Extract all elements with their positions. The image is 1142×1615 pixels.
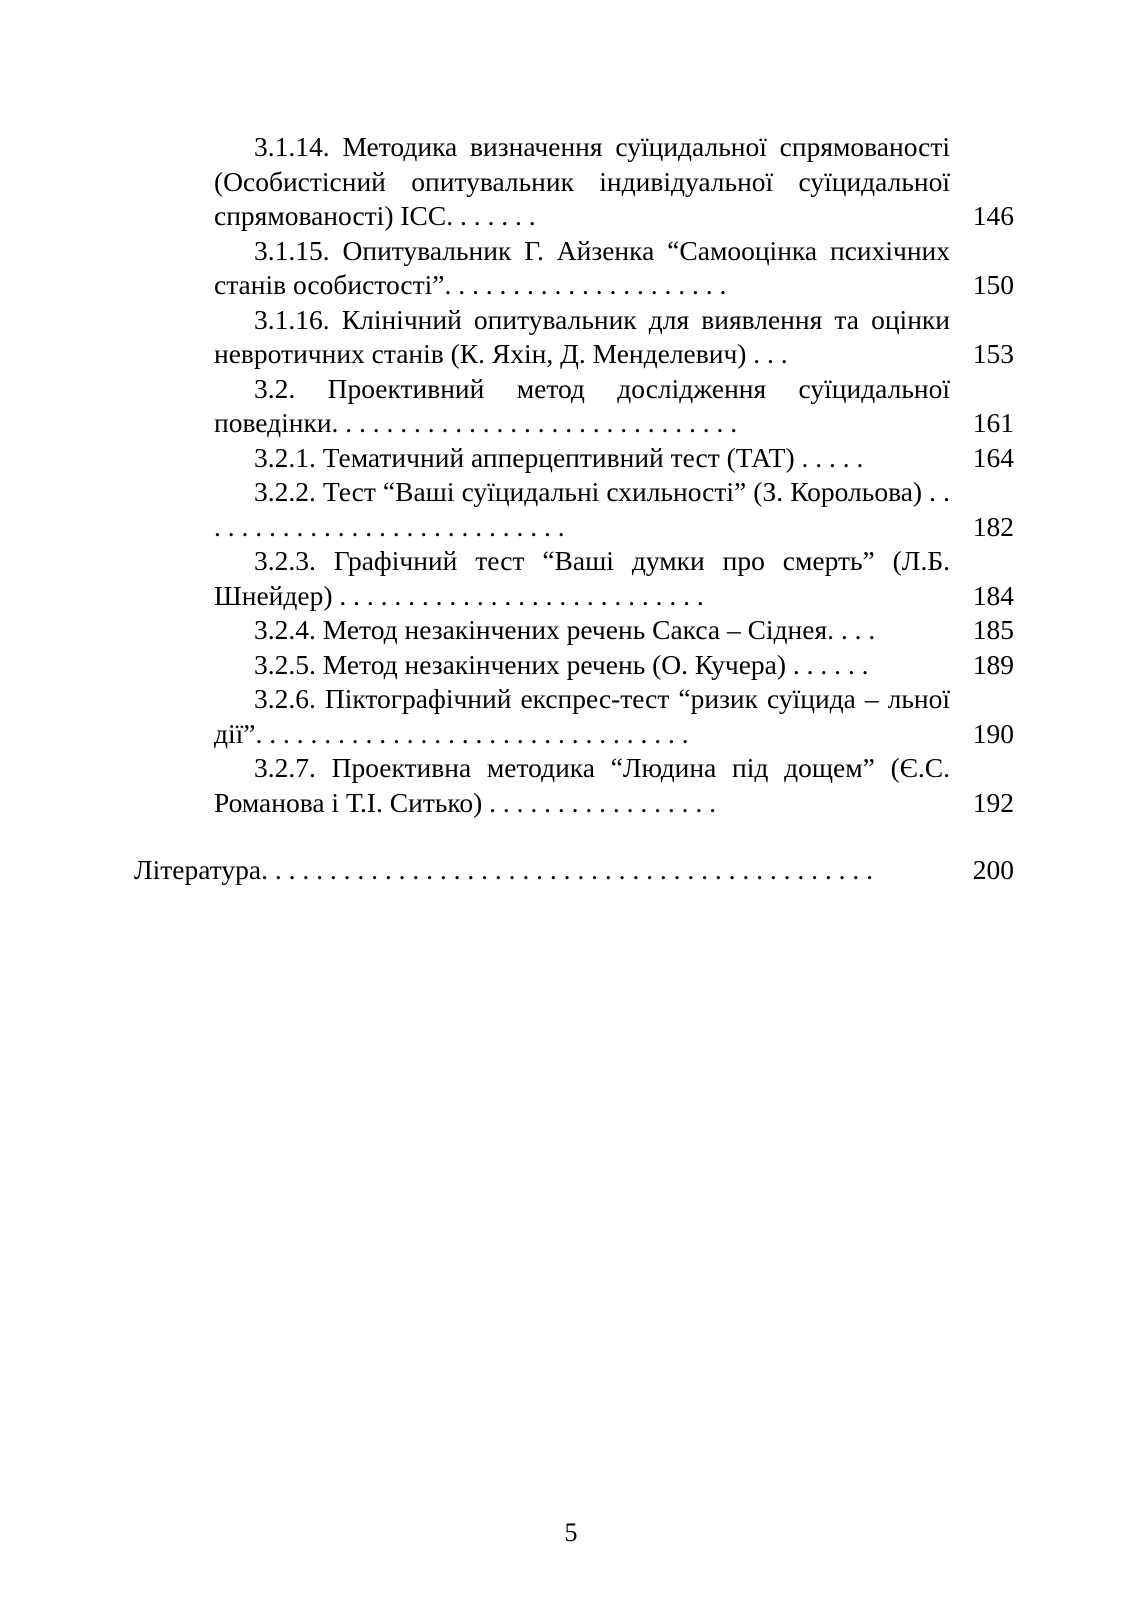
toc-entry-page: 189 — [972, 648, 1014, 680]
toc-entry-title: Література. . . . . . . . . . . . . . . . . . . . . . . . . . . . . . . . . . . . . . . . . . . . . — [134, 854, 873, 885]
toc-entry-title: 3.2. Проективний метод дослідження суїцидальної поведінки. . . . . . . . . . . . . . . . . . . . . . . . . . . . . . — [214, 372, 950, 438]
toc-entry-page: 200 — [972, 854, 1014, 885]
toc-entry — [134, 613, 1014, 648]
toc-entry-title: 3.1.15. Опитувальник Г. Айзенка “Самооцінка психічних станів особистості”. . . . . . . . . . . . . . . . . . . . . — [214, 234, 950, 300]
toc-entry-page: 153 — [972, 338, 1014, 369]
toc-entry-title: 3.2.1. Тематичний апперцептивний тест (ТАТ) . . . . . — [254, 441, 864, 473]
toc-entry-page: 190 — [972, 717, 1014, 749]
toc-entry — [134, 130, 1014, 234]
toc-entry-title: 3.2.4. Метод незакінчених речень Сакса – Сіднея. . . . — [254, 614, 876, 645]
toc-entry-title: 3.2.3. Графічний тест “Ваші думки про смерть” (Л.Б. Шнейдер) . . . . . . . . . . . . . . . . . . . . . . . . . . . — [214, 545, 950, 611]
toc-entry — [134, 751, 1014, 820]
toc-entry-page: 182 — [972, 510, 1014, 542]
toc-entry — [134, 303, 1014, 372]
toc-entry-title: 3.2.7. Проективна методика “Людина під дощем” (Є.С. Романова і Т.І. Ситько) . . . . . . . . . . . . . . . . . — [214, 752, 950, 818]
toc-entry-page: 161 — [972, 407, 1014, 438]
toc-entry-title: 3.2.5. Метод незакінчених речень (О. Кучера) . . . . . . — [254, 648, 869, 680]
toc-entry — [134, 682, 1014, 751]
toc-entry-page: 150 — [972, 269, 1014, 300]
toc-entry-literature — [134, 853, 1014, 888]
toc-entry — [134, 372, 1014, 441]
page-number: 5 — [564, 1518, 578, 1547]
toc-entry-title: 3.1.16. Клінічний опитувальник для виявлення та оцінки невротичних станів (К. Яхін, Д. Менделевич) . . . — [214, 303, 950, 369]
toc-entry-title: 3.1.14. Методика визначення суїцидальної спрямованості (Особистісний опитувальник індивідуальної суїцидальної спрямованості) ІСС. . . . . . . — [214, 131, 950, 231]
toc-entry-page: 184 — [972, 579, 1014, 611]
toc-entry-page: 164 — [972, 441, 1014, 473]
toc-entry-page: 185 — [972, 614, 1014, 645]
toc-entry — [134, 544, 1014, 613]
toc-entry — [134, 648, 1014, 683]
section-spacer — [134, 820, 1014, 853]
table-of-contents — [134, 130, 1014, 888]
toc-entry — [134, 234, 1014, 303]
toc-entry — [134, 441, 1014, 476]
toc-entry-title: 3.2.6. Піктографічний експрес-тест “ризик суїцида – льної дії”. . . . . . . . . . . . . . . . . . . . . . . . . . . . . . . . — [214, 683, 950, 749]
toc-entry-page: 192 — [972, 786, 1014, 818]
toc-entry-title: 3.2.2. Тест “Ваші суїцидальні схильності” (З. Корольова) . . . . . . . . . . . . . . . . . . . . . . . . . . . . — [214, 476, 950, 542]
toc-entry-page: 146 — [972, 200, 1014, 231]
toc-entry — [134, 475, 1014, 544]
